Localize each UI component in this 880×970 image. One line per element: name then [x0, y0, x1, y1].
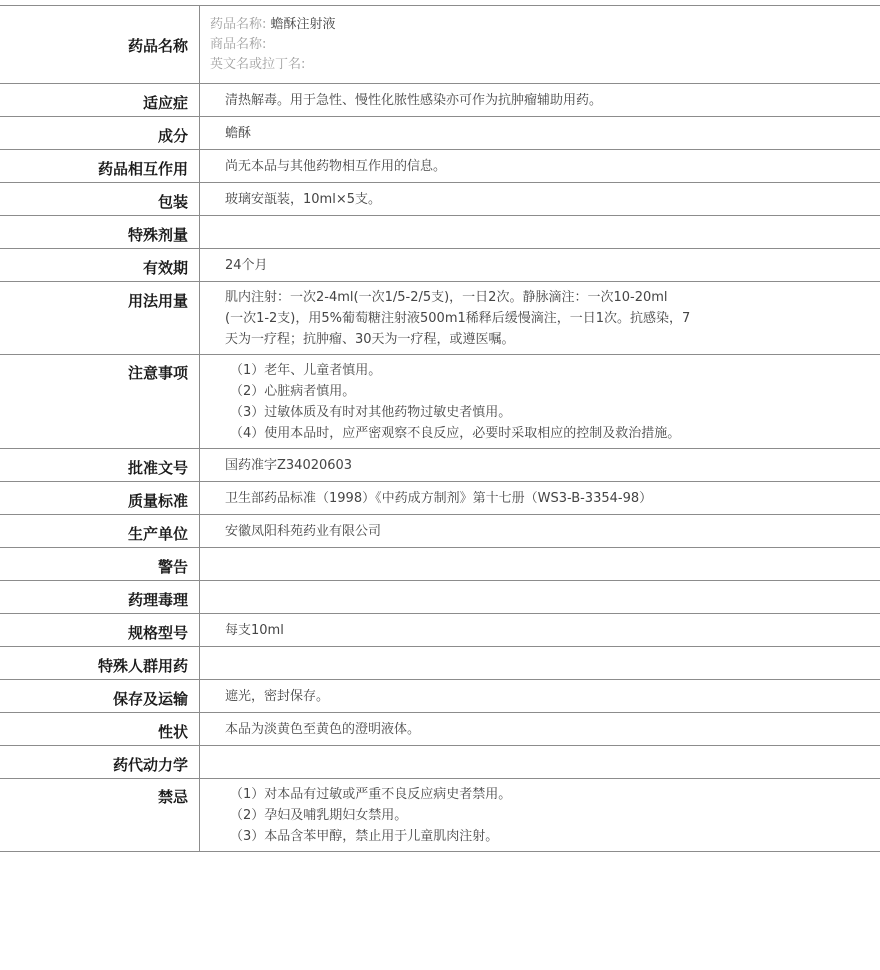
value-approval: 国药准字Z34020603 [225, 458, 353, 473]
row-storage [0, 680, 880, 713]
value-appearance: 本品为淡黄色至黄色的澄明液体。 [225, 722, 421, 737]
label-ingredients: 成分 [0, 117, 200, 149]
row-approval [0, 449, 880, 482]
row-contraindications [0, 779, 880, 852]
row-special-groups [0, 647, 880, 680]
row-toxicology [0, 581, 880, 614]
row-usage [0, 282, 880, 355]
value-pharmacokinetics [200, 746, 880, 778]
label-approval: 批准文号 [0, 449, 200, 481]
value-validity: 24个月 [225, 258, 268, 273]
value-storage: 遮光，密封保存。 [225, 689, 330, 704]
precaution-item: （2）心脏病者慎用。 [230, 384, 356, 399]
row-interactions [0, 150, 880, 183]
value-spec: 每支10ml [225, 623, 284, 638]
value-special-dose [200, 216, 880, 248]
label-spec: 规格型号 [0, 614, 200, 646]
value-toxicology [200, 581, 880, 613]
value-drug-names [200, 6, 880, 83]
value-package: 玻璃安瓿装，10ml×5支。 [225, 192, 381, 207]
label-validity: 有效期 [0, 249, 200, 281]
label-drug-name: 药品名称 [0, 6, 200, 83]
label-indication: 适应症 [0, 84, 200, 116]
row-pharmacokinetics [0, 746, 880, 779]
generic-name-value: 蟾酥注射液 [270, 17, 336, 32]
value-standard: 卫生部药品标准（1998）《中药成方制剂》第十七册（WS3-B-3354-98） [225, 491, 653, 506]
row-package [0, 183, 880, 216]
value-interactions: 尚无本品与其他药物相互作用的信息。 [225, 159, 447, 174]
precaution-item: （4）使用本品时，应严密观察不良反应，必要时采取相应的控制及救治措施。 [230, 426, 681, 441]
row-manufacturer [0, 515, 880, 548]
row-drug-names [0, 6, 880, 84]
contraindication-item: （2）孕妇及哺乳期妇女禁用。 [230, 808, 408, 823]
row-indication [0, 84, 880, 117]
row-spec [0, 614, 880, 647]
label-precautions: 注意事项 [0, 355, 200, 448]
precaution-item: （3）过敏体质及有时对其他药物过敏史者慎用。 [230, 405, 512, 420]
usage-line: 肌内注射：一次2-4ml(一次1/5-2/5支)，一日2次。静脉滴注：一次10-20ml [225, 290, 668, 305]
label-interactions: 药品相互作用 [0, 150, 200, 182]
label-storage: 保存及运输 [0, 680, 200, 712]
value-precautions [200, 355, 880, 448]
label-standard: 质量标准 [0, 482, 200, 514]
precaution-item: （1）老年、儿童者慎用。 [230, 363, 382, 378]
value-usage [200, 282, 880, 354]
label-special-dose: 特殊剂量 [0, 216, 200, 248]
value-special-groups [200, 647, 880, 679]
row-ingredients [0, 117, 880, 150]
value-manufacturer: 安徽凤阳科苑药业有限公司 [225, 524, 382, 539]
row-validity [0, 249, 880, 282]
usage-line: (一次1-2支)，用5%葡萄糖注射液500m1稀释后缓慢滴注，一日1次。抗感染，7 [225, 311, 691, 326]
english-name-key: 英文名或拉丁名: [210, 57, 306, 72]
label-appearance: 性状 [0, 713, 200, 745]
label-usage: 用法用量 [0, 282, 200, 354]
value-ingredients: 蟾酥 [225, 126, 252, 141]
label-toxicology: 药理毒理 [0, 581, 200, 613]
row-standard [0, 482, 880, 515]
value-indication: 清热解毒。用于急性、慢性化脓性感染亦可作为抗肿瘤辅助用药。 [225, 93, 603, 108]
drug-info-table [0, 5, 880, 852]
generic-name-line [210, 15, 880, 35]
row-warning [0, 548, 880, 581]
contraindication-item: （1）对本品有过敏或严重不良反应病史者禁用。 [230, 787, 512, 802]
label-special-groups: 特殊人群用药 [0, 647, 200, 679]
contraindication-item: （3）本品含苯甲醇，禁止用于儿童肌肉注射。 [230, 829, 499, 844]
value-contraindications [200, 779, 880, 851]
value-warning [200, 548, 880, 580]
label-contraindications: 禁忌 [0, 779, 200, 851]
row-appearance [0, 713, 880, 746]
label-pharmacokinetics: 药代动力学 [0, 746, 200, 778]
label-manufacturer: 生产单位 [0, 515, 200, 547]
label-package: 包装 [0, 183, 200, 215]
label-warning: 警告 [0, 548, 200, 580]
row-special-dose [0, 216, 880, 249]
usage-line: 天为一疗程；抗肿瘤、30天为一疗程，或遵医嘱。 [225, 332, 515, 347]
row-precautions [0, 355, 880, 449]
trade-name-key: 商品名称: [210, 37, 267, 52]
generic-name-key: 药品名称: [210, 17, 267, 32]
